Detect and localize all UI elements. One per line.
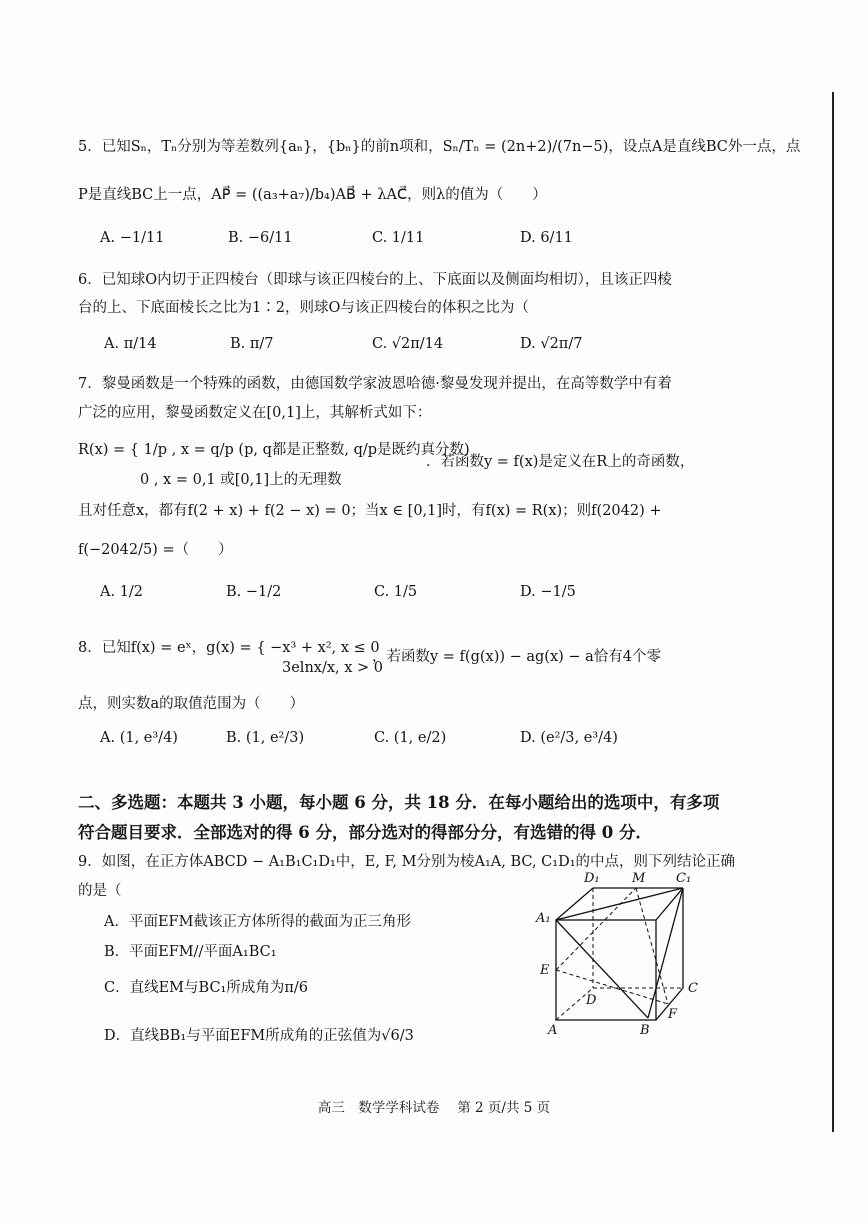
label-f: F — [668, 1007, 678, 1022]
line-a1b — [556, 920, 648, 1018]
label-c: C — [688, 981, 698, 996]
section-em — [556, 888, 636, 970]
label-c1: C₁ — [676, 871, 692, 886]
q7-line5: f(−2042/5) =（ ） — [78, 542, 233, 558]
line-bc1 — [648, 888, 683, 1018]
label-d1: D₁ — [584, 871, 600, 886]
q8-line1a: 8．已知f(x) = eˣ，g(x) = { −x³ + x², x ≤ 0 — [78, 640, 380, 656]
q9-line1: 9．如图，在正方体ABCD − A₁B₁C₁D₁中，E, F, M分别为棱A₁A, BC, C₁D₁的中点，则下列结论正确 — [78, 854, 736, 870]
q7-option-b: B. −1/2 — [226, 584, 282, 600]
q6-line2: 台的上、下底面棱长之比为1∶2，则球O与该正四棱台的体积之比为（ — [78, 300, 529, 316]
q9-option-d: D．直线BB₁与平面EFM所成角的正弦值为√6/3 — [104, 1028, 414, 1044]
q7-case1: R(x) = { 1/p , x = q/p (p, q都是正整数, q/p是既约真分数) — [78, 442, 470, 458]
page-footer: 高三 数学学科试卷 第 2 页/共 5 页 — [317, 1100, 551, 1116]
q7-case2: 0 , x = 0,1 或[0,1]上的无理数 — [140, 472, 342, 488]
q8-option-d: D. (e²/3, e³/4) — [520, 730, 618, 746]
label-d: D — [586, 993, 597, 1008]
q7-line1: 7．黎曼函数是一个特殊的函数，由德国数学家波恩哈德·黎曼发现并提出，在高等数学中有着 — [78, 376, 672, 392]
q6-option-c: C. √2π/14 — [372, 336, 444, 352]
cube-figure — [528, 870, 708, 1040]
q5-option-b: B. −6/11 — [228, 230, 293, 246]
q7-option-c: C. 1/5 — [374, 584, 418, 600]
label-m: M — [632, 871, 646, 886]
q9-line2: 的是（ — [78, 883, 122, 899]
q6-option-b: B. π/7 — [230, 336, 274, 352]
q8-option-a: A. (1, e³/4) — [100, 730, 178, 746]
label-e: E — [540, 963, 550, 978]
q9-option-b: B．平面EFM//平面A₁BC₁ — [104, 944, 277, 960]
q6-option-a: A. π/14 — [104, 336, 157, 352]
q8-tail: ，若函数y = f(g(x)) − ag(x) − a恰有4个零 — [372, 649, 662, 665]
q8-line1b: 3elnx/x, x > 0 — [282, 660, 384, 676]
q7-option-d: D. −1/5 — [520, 584, 576, 600]
q5-line1: 5．已知Sₙ，Tₙ分别为等差数列{aₙ}，{bₙ}的前n项和，Sₙ/Tₙ = (2n+2)/(7n−5)，设点A是直线BC外一点，点 — [78, 139, 801, 155]
q8-option-b: B. (1, e²/3) — [226, 730, 305, 746]
section-ef — [556, 970, 668, 1004]
section2-heading-line1: 二、多选题：本题共 3 小题，每小题 6 分，共 18 分．在每小题给出的选项中，有多项 — [78, 793, 720, 812]
q6-option-d: D. √2π/7 — [520, 336, 583, 352]
label-a: A — [548, 1023, 558, 1038]
section-mf — [636, 888, 668, 1004]
q7-line4: 且对任意x，都有f(2 + x) + f(2 − x) = 0；当x ∈ [0,1]时，有f(x) = R(x)；则f(2042) + — [78, 503, 662, 519]
q5-option-a: A. −1/11 — [100, 230, 165, 246]
q8-option-c: C. (1, e/2) — [374, 730, 447, 746]
label-a1: A₁ — [536, 911, 551, 926]
q9-option-c: C．直线EM与BC₁所成角为π/6 — [104, 980, 308, 996]
q7-tail: ．若函数y = f(x)是定义在R上的奇函数， — [426, 454, 695, 470]
q6-line1: 6．已知球O内切于正四棱台（即球与该正四棱台的上、下底面以及侧面均相切），且该正四棱 — [78, 272, 672, 288]
q7-option-a: A. 1/2 — [100, 584, 144, 600]
q7-line2: 广泛的应用，黎曼函数定义在[0,1]上，其解析式如下： — [78, 405, 432, 421]
section2-heading-line2: 符合题目要求．全部选对的得 6 分，部分选对的得部分分，有选错的得 0 分． — [78, 823, 652, 842]
q9-option-a: A．平面EFM截该正方体所得的截面为正三角形 — [104, 914, 411, 930]
q5-option-c: C. 1/11 — [372, 230, 425, 246]
q8-line2: 点，则实数a的取值范围为（ ） — [78, 696, 305, 712]
cube-front-face — [556, 920, 656, 1020]
label-b: B — [640, 1023, 650, 1038]
q5-line2: P是直线BC上一点，AP⃗ = ((a₃+a₇)/b₄)AB⃗ + λAC⃗，则λ的值为（ ） — [78, 187, 547, 203]
page-edge-rule — [832, 92, 834, 1132]
q5-option-d: D. 6/11 — [520, 230, 573, 246]
